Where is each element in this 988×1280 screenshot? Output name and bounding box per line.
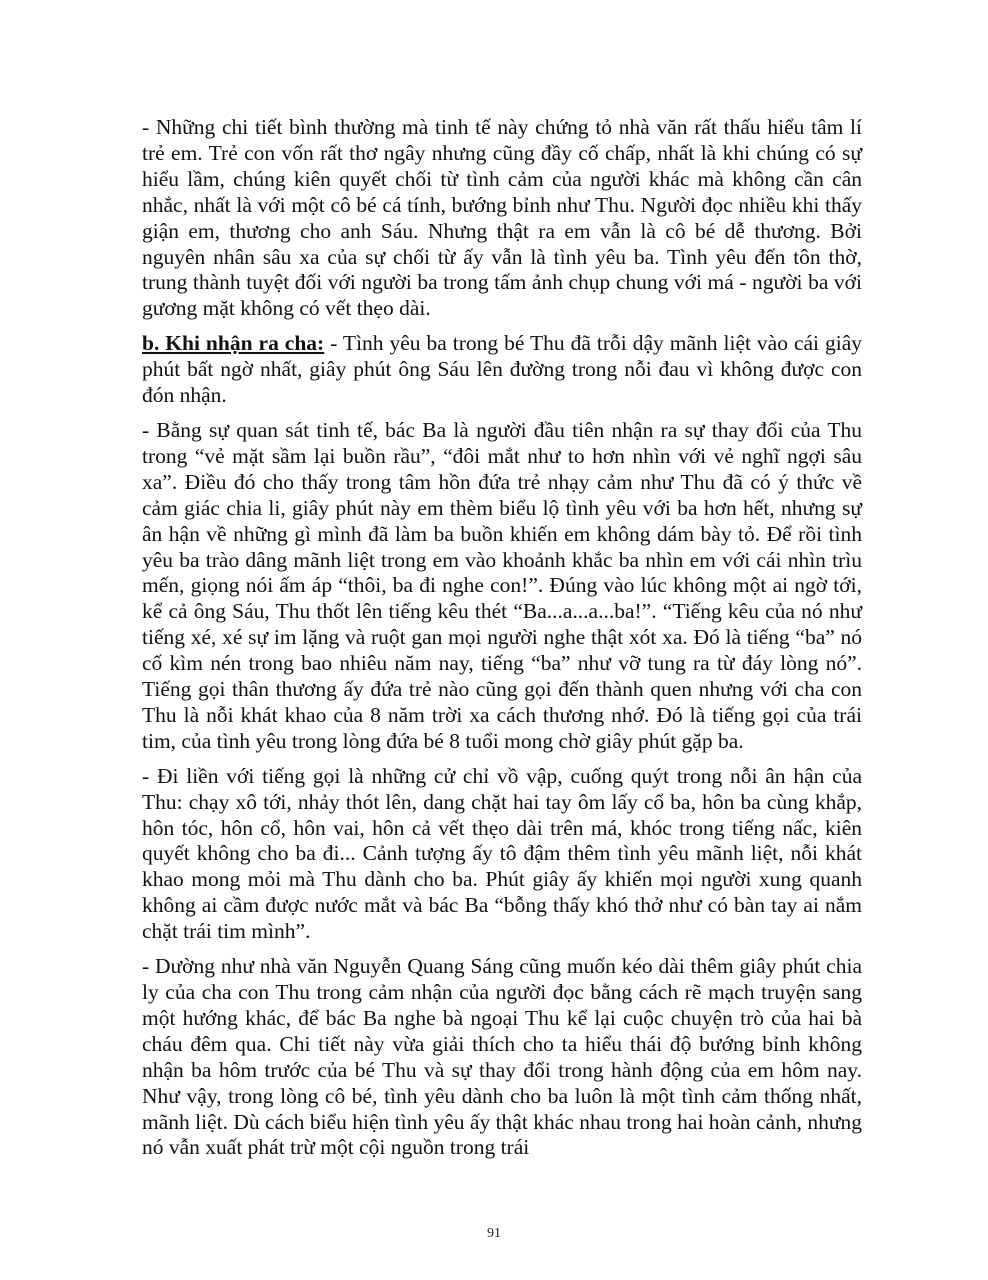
page-number: 91 <box>487 1226 501 1241</box>
paragraph-thu-gestures: - Đi liền với tiếng gọi là những cử chỉ vồ vập, cuống quýt trong nỗi ân hận của Thu: chạy xô tới, nhảy thót lên, dang chặt hai tay ôm lấy cổ ba, hôn ba cùng khắp, hôn tóc, hôn cổ, hôn vai, hôn cả vết thẹo dài trên má, khóc trong tiếng nấc, kiên quyết không cho ba đi... Cảnh tượng ấy tô đậm thêm tình yêu mãnh liệt, nỗi khát khao mong mỏi mà Thu dành cho ba. Phút giây ấy khiến mọi người xung quanh không ai cầm được nước mắt và bác Ba “bỗng thấy khó thở như có bàn tay ai nắm chặt trái tim mình”. <box>142 763 862 944</box>
section-b-paragraph <box>142 331 862 409</box>
paragraph-bac-ba-observation: - Bằng sự quan sát tinh tế, bác Ba là người đầu tiên nhận ra sự thay đổi của Thu trong “vẻ mặt sầm lại buồn rầu”, “đôi mắt như to hơn nhìn với vẻ nghĩ ngợi sâu xa”. Điều đó cho thấy trong tâm hồn đứa trẻ nhạy cảm như Thu đã có ý thức về cảm giác chia li, giây phút này em thèm biểu lộ tình yêu với ba hơn hết, nhưng sự ân hận về những gì mình đã làm ba buồn khiến em không dám bày tỏ. Để rồi tình yêu ba trào dâng mãnh liệt trong em vào khoảnh khắc ba nhìn em với cái nhìn trìu mến, giọng nói ấm áp “thôi, ba đi nghe con!”. Đúng vào lúc không một ai ngờ tới, kể cả ông Sáu, Thu thốt lên tiếng kêu thét “Ba...a...a...ba!”. “Tiếng kêu của nó như tiếng xé, xé sự im lặng và ruột gan mọi người nghe thật xót xa. Đó là tiếng “ba” nó cố kìm nén trong bao nhiêu năm nay, tiếng “ba” như vỡ tung ra từ đáy lòng nó”. Tiếng gọi thân thương ấy đứa trẻ nào cũng gọi đến thành quen nhưng với cha con Thu là nỗi khát khao của 8 năm trời xa cách thương nhớ. Đó là tiếng gọi của trái tim, của tình yêu trong lòng đứa bé 8 tuổi mong chờ giây phút gặp ba. <box>142 417 862 753</box>
document-page <box>142 115 862 1170</box>
section-b-heading: b. Khi nhận ra cha: <box>142 331 325 356</box>
paragraph-narrative-shift: - Dường như nhà văn Nguyễn Quang Sáng cũng muốn kéo dài thêm giây phút chia ly của cha con Thu trong cảm nhận của người đọc bằng cách rẽ mạch truyện sang một hướng khác, để bác Ba nghe bà ngoại Thu kể lại cuộc chuyện trò của hai bà cháu đêm qua. Chi tiết này vừa giải thích cho ta hiểu thái độ bướng bỉnh không nhận ba hôm trước của bé Thu và sự thay đổi trong hành động của em hôm nay. Như vậy, trong lòng cô bé, tình yêu dành cho ba luôn là một tình cảm thống nhất, mãnh liệt. Dù cách biểu hiện tình yêu ấy thật khác nhau trong hai hoàn cảnh, nhưng nó vẫn xuất phát trừ một cội nguồn trong trái <box>142 954 862 1160</box>
paragraph-thu-psychology: - Những chi tiết bình thường mà tinh tế này chứng tỏ nhà văn rất thấu hiểu tâm lí trẻ em. Trẻ con vốn rất thơ ngây nhưng cũng đầy cố chấp, nhất là khi chúng có sự hiểu lầm, chúng kiên quyết chối từ tình cảm của người khác mà không cần cân nhắc, nhất là với một cô bé cá tính, bướng bỉnh như Thu. Người đọc nhiều khi thấy giận em, thương cho anh Sáu. Nhưng thật ra em vẫn là cô bé dễ thương. Bởi nguyên nhân sâu xa của sự chối từ ấy vẫn là tình yêu ba. Tình yêu đến tôn thờ, trung thành tuyệt đối với người ba trong tấm ảnh chụp chung với má - người ba với gương mặt không có vết thẹo dài. <box>142 115 862 321</box>
section-b-text: - Tình yêu ba trong bé Thu đã trỗi dậy mãnh liệt vào cái giây phút bất ngờ nhất, giây phút ông Sáu lên đường trong nỗi đau vì không được con đón nhận. <box>142 331 862 408</box>
